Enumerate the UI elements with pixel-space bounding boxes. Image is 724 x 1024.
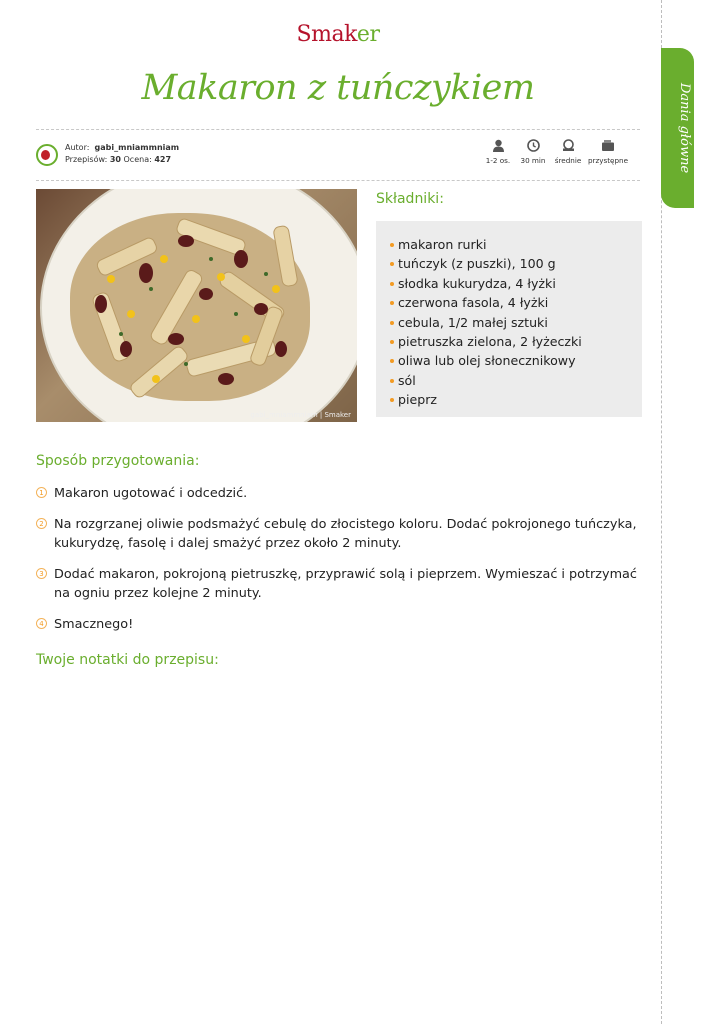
- avatar: [36, 144, 58, 166]
- difficulty-label: średnie: [554, 156, 582, 165]
- ingredients-box: [376, 221, 642, 417]
- smaker-logo: [0, 22, 676, 47]
- step-text: Smacznego!: [54, 617, 134, 632]
- servings-label: 1-2 os.: [485, 156, 511, 165]
- step-number: 4: [36, 618, 47, 629]
- ingredient-item: sól: [398, 371, 642, 390]
- servings: [482, 139, 514, 165]
- ingredient-item: pieprz: [398, 390, 642, 409]
- step-item: [36, 515, 640, 553]
- ingredient-item: czerwona fasola, 4 łyżki: [398, 293, 642, 312]
- cost: [586, 139, 630, 165]
- ingredient-item: makaron rurki: [398, 235, 642, 254]
- preparation-heading: Sposób przygotowania:: [36, 453, 200, 469]
- category-tab: [661, 48, 694, 208]
- time-label: 30 min: [520, 156, 546, 165]
- recipes-label: Przepisów:: [65, 155, 108, 164]
- logo-part-2: er: [356, 22, 380, 47]
- step-text: Na rozgrzanej oliwie podsmażyć cebulę do złocistego koloru. Dodać pokrojonego tuńczyka, kukurydzę, fasolę i dalej smażyć przez około 2 minuty.: [54, 517, 637, 551]
- divider-bottom: [36, 180, 640, 181]
- recipes-count: 30: [109, 155, 121, 164]
- step-number: 2: [36, 518, 47, 529]
- notes-heading: Twoje notatki do przepisu:: [36, 652, 219, 668]
- ingredient-item: słodka kukurydza, 4 łyżki: [398, 274, 642, 293]
- preparation-steps: [36, 484, 640, 646]
- rating-value: 427: [154, 155, 172, 164]
- author-info: [65, 142, 179, 166]
- difficulty: [550, 139, 586, 165]
- ingredients-heading: Składniki:: [376, 191, 444, 207]
- ingredients-list: [376, 221, 642, 410]
- cost-label: przystępne: [587, 156, 629, 165]
- recipe-title: Makaron z tuńczykiem: [141, 68, 535, 108]
- photo-watermark: gabi_mniammniam | Smaker: [250, 411, 351, 419]
- step-text: Dodać makaron, pokrojoną pietruszkę, przyprawić solą i pieprzem. Wymieszać i potrzymać na ogniu przez kolejne 2 minuty.: [54, 567, 637, 601]
- wallet-icon: [601, 139, 615, 152]
- logo-part-1: Smak: [296, 22, 357, 47]
- ingredient-item: tuńczyk (z puszki), 100 g: [398, 254, 642, 273]
- category-label: Dania główne: [677, 82, 692, 174]
- ingredient-item: oliwa lub olej słonecznikowy: [398, 351, 642, 370]
- step-item: [36, 615, 640, 634]
- time: [516, 139, 550, 165]
- pasta-illustration: [36, 189, 357, 422]
- ingredient-item: pietruszka zielona, 2 łyżeczki: [398, 332, 642, 351]
- step-text: Makaron ugotować i odcedzić.: [54, 486, 248, 501]
- recipe-photo: [36, 189, 357, 422]
- recipe-meta: [480, 139, 636, 171]
- step-number: 3: [36, 568, 47, 579]
- person-icon: [492, 139, 505, 152]
- rating-label: Ocena:: [123, 155, 152, 164]
- author-label: Autor:: [65, 143, 90, 152]
- chef-hat-icon: [561, 139, 576, 152]
- ingredient-item: cebula, 1/2 małej sztuki: [398, 313, 642, 332]
- divider-top: [36, 129, 640, 130]
- step-item: [36, 484, 640, 503]
- step-item: [36, 565, 640, 603]
- clock-icon: [527, 139, 540, 152]
- author-name[interactable]: gabi_mniammniam: [94, 143, 180, 152]
- step-number: 1: [36, 487, 47, 498]
